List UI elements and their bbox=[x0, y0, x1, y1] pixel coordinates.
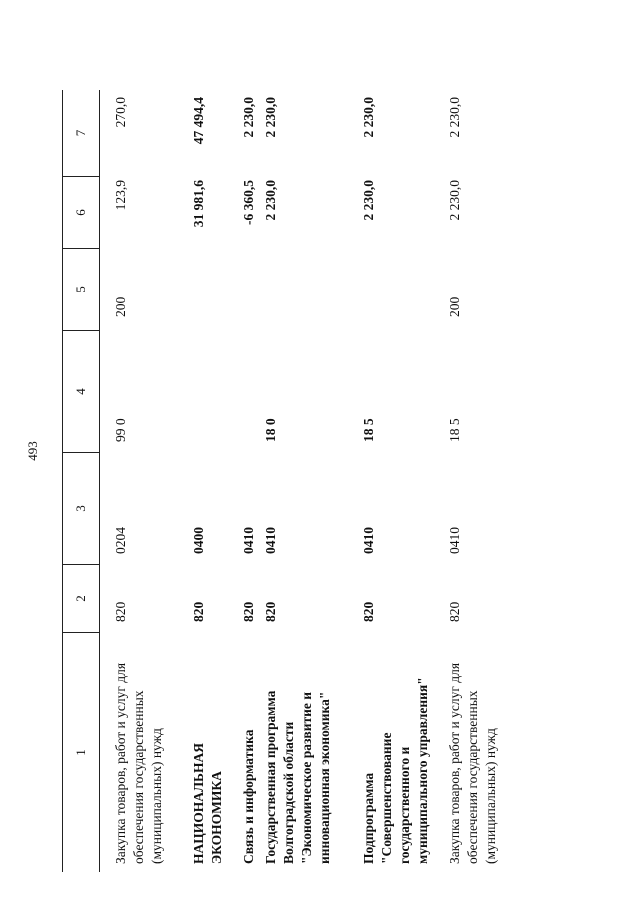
row-col-2: 820 bbox=[447, 601, 462, 622]
row-col-2: 820 bbox=[361, 601, 376, 622]
header-col-2: 2 bbox=[63, 564, 99, 632]
row-col-5: 200 bbox=[113, 296, 128, 317]
row-col-6: -6 360,5 bbox=[241, 180, 256, 225]
row-col-3: 0410 bbox=[241, 527, 256, 554]
row-col-7: 2 230,0 bbox=[361, 97, 376, 138]
row-name: Закупка товаров, работ и услуг для обеспечения государственных (муниципальных) нужд bbox=[113, 662, 164, 864]
row-col-7: 270,0 bbox=[113, 97, 128, 128]
row-col-2: 820 bbox=[263, 601, 278, 622]
row-col-6: 2 230,0 bbox=[447, 180, 462, 221]
header-col-7: 7 bbox=[73, 129, 88, 137]
row-col-6: 2 230,0 bbox=[263, 180, 278, 221]
header-col-6: 6 bbox=[63, 176, 99, 248]
row-col-3: 0410 bbox=[447, 527, 462, 554]
row-col-4: 18 0 bbox=[263, 418, 278, 442]
row-name: Государственная программа Волгоградской области "Экономическое развитие и инновационная экономика" bbox=[263, 690, 332, 864]
row-name: Подпрограмма "Совершенствование государственного и муниципального управления" bbox=[361, 677, 430, 864]
row-col-3: 0410 bbox=[263, 527, 278, 554]
row-col-7: 47 494,4 bbox=[191, 97, 206, 145]
row-col-6: 31 981,6 bbox=[191, 180, 206, 228]
row-col-7: 2 230,0 bbox=[263, 97, 278, 138]
header-col-5: 5 bbox=[63, 248, 99, 330]
header-col-4: 4 bbox=[63, 330, 99, 452]
row-name: Закупка товаров, работ и услуг для обеспечения государственных (муниципальных) нужд bbox=[447, 662, 498, 864]
rotated-table-container bbox=[62, 90, 624, 872]
row-col-2: 820 bbox=[191, 601, 206, 622]
row-name: НАЦИОНАЛЬНАЯ ЭКОНОМИКА bbox=[191, 743, 224, 864]
header-col-1: 1 bbox=[63, 632, 99, 872]
row-col-6: 2 230,0 bbox=[361, 180, 376, 221]
table-header bbox=[62, 90, 100, 872]
budget-table bbox=[62, 90, 624, 872]
row-col-6: 123,9 bbox=[113, 180, 128, 211]
row-col-7: 2 230,0 bbox=[241, 97, 256, 138]
row-col-5: 200 bbox=[447, 296, 462, 317]
row-col-7: 2 230,0 bbox=[447, 97, 462, 138]
page-number: 493 bbox=[25, 441, 40, 461]
header-col-3: 3 bbox=[63, 452, 99, 564]
row-col-3: 0410 bbox=[361, 527, 376, 554]
row-col-4: 99 0 bbox=[113, 418, 128, 442]
row-col-3: 0400 bbox=[191, 527, 206, 554]
row-col-2: 820 bbox=[241, 601, 256, 622]
row-col-3: 0204 bbox=[113, 527, 128, 554]
row-name: Связь и информатика bbox=[241, 729, 256, 864]
row-col-2: 820 bbox=[113, 601, 128, 622]
row-col-4: 18 5 bbox=[361, 418, 376, 442]
row-col-4: 18 5 bbox=[447, 418, 462, 442]
